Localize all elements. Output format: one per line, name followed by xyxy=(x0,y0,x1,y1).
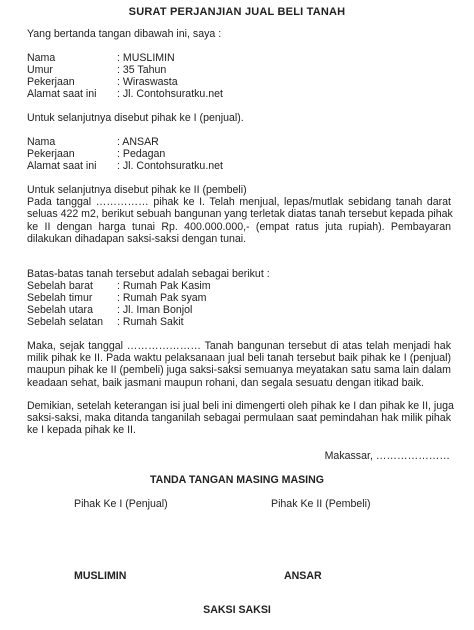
paragraph-line: saksi-saksi, maka ditanda tanganilah sebagai permulaan saat pemindahan hak milik pihak xyxy=(27,412,451,425)
paragraph-line: dilakukan dihadapan saksi-saksi dengan tunai. xyxy=(27,232,247,245)
paragraph-line: keadaan sehat, baik jasmani maupun rohani, dan segala sesuatu dengan itikad baik. xyxy=(27,376,424,389)
field-label: Alamat saat ini xyxy=(27,160,97,172)
field-value: : Jl. Contohsuratku.net xyxy=(117,88,223,100)
buyer-signature-name: ANSAR xyxy=(284,570,322,582)
party1-row xyxy=(27,76,178,88)
buyer-role: Pihak Ke II (Pembeli) xyxy=(271,498,371,510)
intro-line: Yang bertanda tangan dibawah ini, saya : xyxy=(27,28,222,40)
field-value: : ANSAR xyxy=(117,136,159,148)
party2-row xyxy=(27,148,165,160)
field-value: : Pedagan xyxy=(117,148,166,160)
border-row xyxy=(27,304,192,316)
field-label: Nama xyxy=(27,52,56,64)
witness-heading: SAKSI SAKSI xyxy=(203,604,271,616)
field-value: : Jl. Iman Bonjol xyxy=(117,304,193,316)
field-value: : MUSLIMIN xyxy=(117,52,175,64)
paragraph-line: Pada tanggal …………… pihak ke I. Telah menjual, lepas/mutlak sebidang tanah darat xyxy=(27,196,451,209)
party1-note: Untuk selanjutnya disebut pihak ke I (penjual). xyxy=(27,112,244,124)
party1-row xyxy=(27,64,166,76)
field-label: Sebelah barat xyxy=(27,280,93,292)
field-label: Sebelah utara xyxy=(27,304,93,316)
ownership-paragraph xyxy=(27,340,451,389)
seller-signature-name: MUSLIMIN xyxy=(74,570,127,582)
closing-paragraph xyxy=(27,400,454,437)
paragraph-line: maupun pihak ke II (pembeli) juga saksi-saksi semuanya meyatakan satu sama lain dalam xyxy=(27,364,451,377)
paragraph-line: ke I kepada pihak ke II. xyxy=(27,424,136,437)
field-label: Pekerjaan xyxy=(27,76,75,88)
field-label: Pekerjaan xyxy=(27,148,75,160)
paragraph-line: seluas 422 m2, berikut sebuah bangunan yang terletak diatas tanah tersebut kepada pihak xyxy=(27,208,453,221)
signature-heading: TANDA TANGAN MASING MASING xyxy=(150,474,324,486)
party2-row xyxy=(27,160,223,172)
seller-role: Pihak Ke I (Penjual) xyxy=(74,498,168,510)
borders-intro: Batas-batas tanah tersebut adalah sebagai berikut : xyxy=(27,268,270,280)
place-date: Makassar, ………………… xyxy=(324,450,450,462)
field-label: Sebelah timur xyxy=(27,292,93,304)
border-row xyxy=(27,280,211,292)
party2-row xyxy=(27,136,159,148)
border-row xyxy=(27,292,207,304)
field-value: : 35 Tahun xyxy=(117,64,167,76)
field-value: : Jl. Contohsuratku.net xyxy=(117,160,223,172)
paragraph-line: Demikian, setelah keterangan isi jual beli ini dimengerti oleh pihak ke I dan pihak ke II, juga xyxy=(27,400,454,412)
field-value: : Rumah Pak Kasim xyxy=(117,280,211,292)
paragraph-line: ke II dengan harga tunai Rp. 400.000.000,- (empat ratus juta rupiah). Pembayaran xyxy=(27,220,451,233)
field-value: : Rumah Pak syam xyxy=(117,292,207,304)
sale-paragraph xyxy=(27,184,451,245)
field-label: Alamat saat ini xyxy=(27,88,97,100)
party1-row xyxy=(27,52,175,64)
field-label: Sebelah selatan xyxy=(27,316,103,328)
paragraph-line: Untuk selanjutnya disebut pihak ke II (pembeli) xyxy=(27,184,247,196)
field-value: : Rumah Sakit xyxy=(117,316,184,328)
document-title: SURAT PERJANJIAN JUAL BELI TANAH xyxy=(128,6,346,18)
field-label: Nama xyxy=(27,136,56,148)
paragraph-line: Maka, sejak tanggal ………………… Tanah bangunan tersebut di atas telah menjadi hak xyxy=(27,340,451,352)
border-row xyxy=(27,316,184,328)
paragraph-line: milik pihak ke II. Pada waktu pelaksanaan jual beli tanah tersebut baik pihak ke I (penjual) xyxy=(27,352,451,365)
field-label: Umur xyxy=(27,64,53,76)
field-value: : Wiraswasta xyxy=(117,76,178,88)
party1-row xyxy=(27,88,223,100)
